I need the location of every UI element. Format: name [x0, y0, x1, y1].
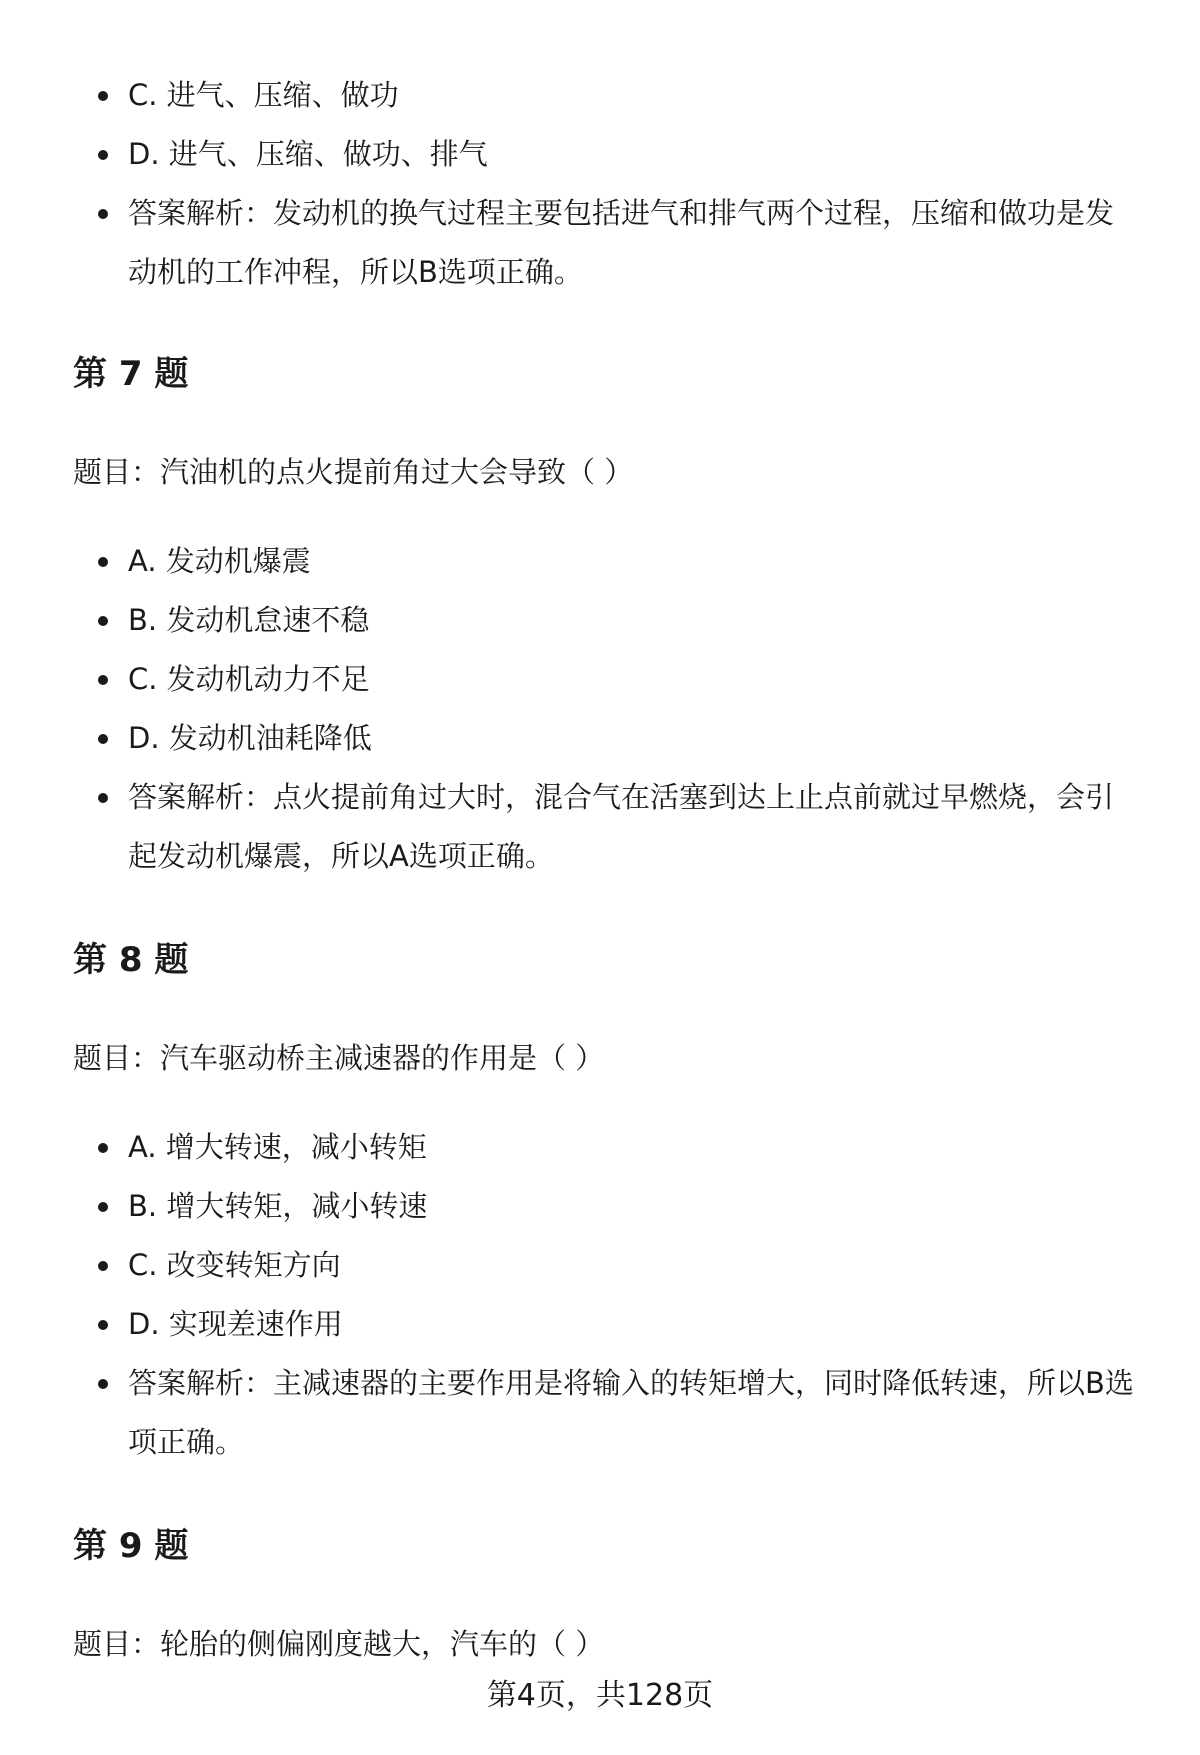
question-text: 题目：轮胎的侧偏刚度越大，汽车的（ ） — [73, 1627, 605, 1661]
option-item: A. 发动机爆震 — [0, 532, 1200, 591]
option-item: B. 增大转矩，减小转速 — [0, 1177, 1200, 1236]
answer-analysis: 答案解析：发动机的换气过程主要包括进气和排气两个过程，压缩和做功是发动机的工作冲程，所以B选项正确。 — [0, 184, 1200, 302]
q6-option-list — [0, 66, 1200, 302]
q7-option-list — [0, 532, 1200, 886]
option-item: D. 发动机油耗降低 — [0, 709, 1200, 768]
question-heading: 第 8 题 — [73, 940, 189, 980]
question-text: 题目：汽油机的点火提前角过大会导致（ ） — [73, 455, 634, 489]
question-text: 题目：汽车驱动桥主减速器的作用是（ ） — [73, 1041, 605, 1075]
option-item: D. 实现差速作用 — [0, 1295, 1200, 1354]
question-heading: 第 9 题 — [73, 1526, 189, 1566]
answer-analysis: 答案解析：点火提前角过大时，混合气在活塞到达上止点前就过早燃烧，会引起发动机爆震，所以A选项正确。 — [0, 768, 1200, 886]
option-item: C. 进气、压缩、做功 — [0, 66, 1200, 125]
question-heading: 第 7 题 — [73, 354, 189, 394]
option-item: D. 进气、压缩、做功、排气 — [0, 125, 1200, 184]
option-item: B. 发动机怠速不稳 — [0, 591, 1200, 650]
option-item: C. 发动机动力不足 — [0, 650, 1200, 709]
page-number: 第4页，共128页 — [486, 1678, 714, 1713]
option-item: A. 增大转速，减小转矩 — [0, 1118, 1200, 1177]
option-item: C. 改变转矩方向 — [0, 1236, 1200, 1295]
answer-analysis: 答案解析：主减速器的主要作用是将输入的转矩增大，同时降低转速，所以B选项正确。 — [0, 1354, 1200, 1472]
q8-option-list — [0, 1118, 1200, 1472]
